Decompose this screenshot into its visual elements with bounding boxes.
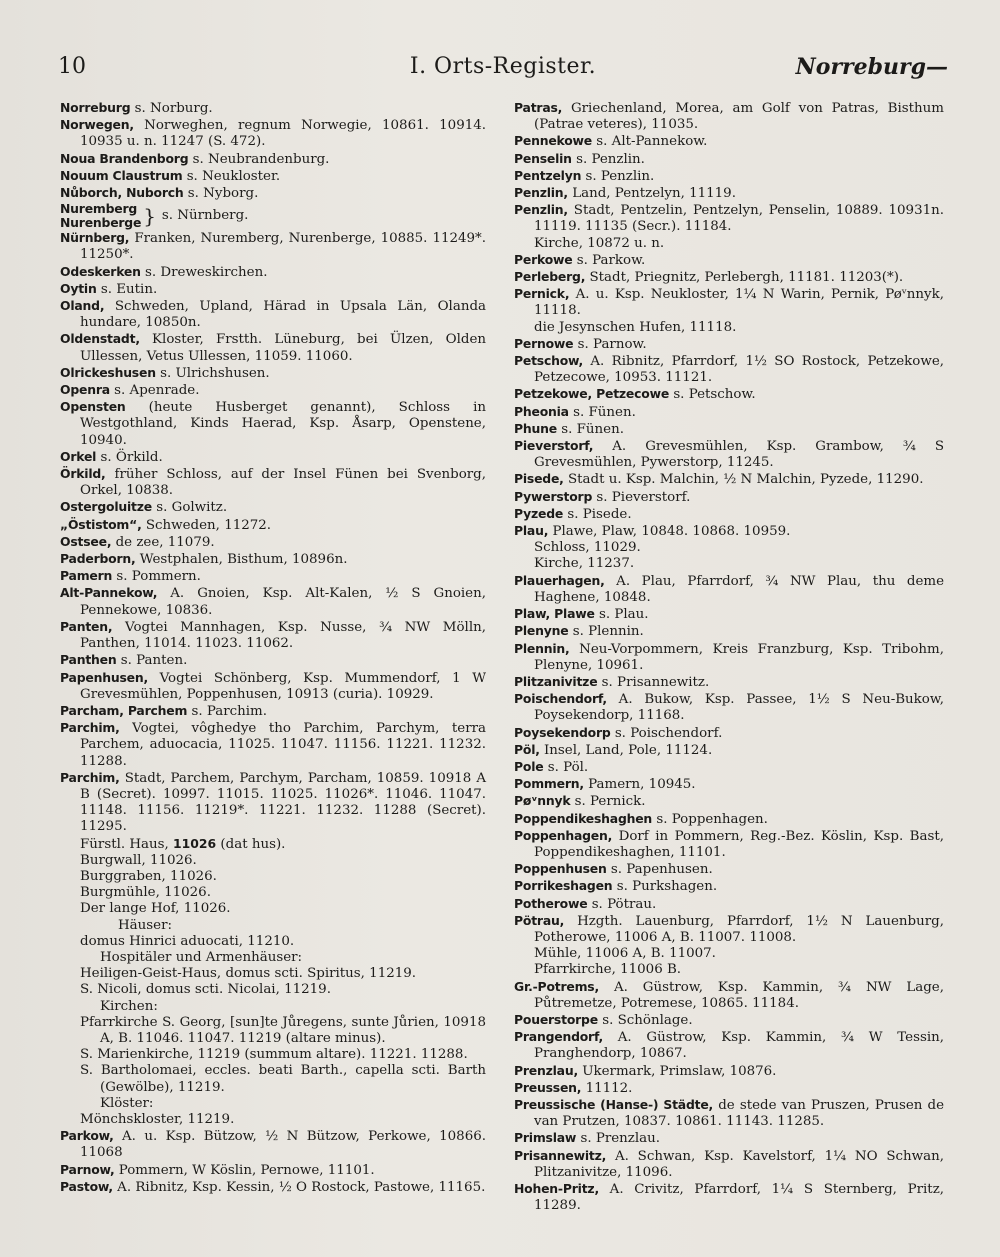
entry-text: A. Güstrow, Ksp. Kammin, ¾ NW Lage, Půtremetze, Potremese, 10865. 11184. — [534, 979, 944, 1011]
entry-text: Stadt, Priegnitz, Perlebergh, 11181. 11203(*). — [589, 270, 904, 286]
entry-headword: Primslaw — [514, 1130, 577, 1146]
entry — [514, 386, 944, 403]
entry — [514, 896, 944, 913]
entry-headword: Pouerstorpe — [514, 1011, 598, 1027]
entry — [514, 1097, 944, 1130]
entry-text: s. Prisannewitz. — [601, 674, 710, 690]
sub-entry: Heiligen-Geist-Haus, domus scti. Spiritus, 11219. — [80, 966, 417, 982]
entry-text: s. Alt-Pannekow. — [596, 134, 708, 150]
entry — [514, 286, 944, 319]
entry-headword: Prangendorf, — [514, 1029, 603, 1045]
entry: Oland, Schweden, Upland, Härad in Upsala Län, Olanda hundare, 10850n. — [60, 298, 486, 331]
entry-text: A. Crivitz, Pfarrdorf, 1¼ S Sternberg, Pritz, 11289. — [534, 1182, 944, 1214]
sub-entry: Kirche, 10872 u. n. — [534, 235, 665, 251]
entry — [514, 1130, 944, 1147]
entry-headword: Poppenhagen, — [514, 827, 613, 843]
entry-text: A. Plau, Pfarrdorf, ¾ NW Plau, thu deme Haghene, 10848. — [534, 573, 944, 605]
entry — [514, 1029, 944, 1062]
entry — [514, 979, 944, 1012]
entry-text: s. Pisede. — [567, 506, 632, 522]
entry — [514, 269, 944, 286]
entry-text: s. Pieverstorf. — [596, 489, 691, 505]
entry-headword: Prisannewitz, — [514, 1147, 607, 1163]
entry — [514, 353, 944, 386]
entry: Paderborn, Westphalen, Bisthum, 10896n. — [60, 551, 348, 568]
entry-text: s. Papenhusen. — [610, 862, 713, 878]
entry: Oldenstadt, Kloster, Frstth. Lüneburg, bei Ülzen, Olden Ullessen, Vetus Ullessen, 11059. 11060. — [60, 331, 487, 364]
entry-headword: Pywerstorp — [514, 488, 593, 504]
entry-headword: Prenzlau, — [514, 1062, 578, 1078]
entry — [514, 1063, 944, 1080]
entry: Norreburg s. Norburg. — [60, 100, 213, 116]
entry-text: Pamern, 10945. — [588, 777, 696, 793]
entry — [514, 202, 944, 235]
entry-headword: Poischendorf, — [514, 691, 607, 707]
entry — [514, 252, 944, 269]
entry — [514, 185, 944, 202]
entry-text: s. Pernick. — [574, 794, 646, 810]
entry: Nouum Claustrum s. Neukloster. — [60, 167, 281, 184]
entry: Pamern s. Pommern. — [60, 568, 201, 585]
sub-entry: Pfarrkirche, 11006 B. — [534, 962, 682, 978]
entry-text: Neu-Vorpommern, Kreis Franzburg, Ksp. Tribohm, Plenyne, 10961. — [534, 641, 944, 673]
entry-text: A. Schwan, Ksp. Kavelstorf, 1¼ NO Schwan, Plitzanivitze, 11096. — [534, 1148, 944, 1180]
entry — [514, 623, 944, 640]
entry-headword: Pötrau, — [514, 912, 565, 928]
entry — [514, 168, 944, 185]
entry-text: Land, Pentzelyn, 11119. — [572, 186, 736, 202]
entry-headword: Plenyne — [514, 623, 569, 639]
entry: Openra s. Apenrade. — [60, 382, 200, 399]
entry — [514, 1080, 944, 1097]
brace-icon: } — [143, 204, 156, 229]
entry-headword: Potherowe — [514, 895, 588, 911]
sub-entry: Kirche, 11237. — [534, 556, 635, 572]
entry: Orkel s. Örkild. — [60, 448, 163, 465]
entry-text: de stede van Pruszen, Prusen de van Prutzen, 10837. 10861. 11143. 11285. — [534, 1097, 945, 1130]
entry-headword: Penzlin, — [514, 202, 568, 218]
entry-text: s. Poppenhagen. — [656, 811, 768, 827]
entry-headword: Perkowe — [514, 251, 573, 267]
entry-headword: Pøᵛnnyk — [514, 793, 571, 809]
sub-entry: Der lange Hof, 11026. — [80, 901, 231, 917]
entry — [514, 438, 944, 471]
sub-entry: Burgmühle, 11026. — [80, 885, 211, 901]
running-head: Norreburg— — [795, 54, 948, 80]
entry-text: s. Fünen. — [561, 421, 624, 437]
sub-entry: Fürstl. Haus, 11026 (dat hus). — [80, 835, 286, 852]
entry-text: s. Schönlage. — [602, 1012, 693, 1028]
entry-headword: Penselin — [514, 150, 572, 166]
entry — [514, 606, 944, 623]
entry — [514, 828, 944, 861]
entry — [514, 506, 944, 523]
entry-text: s. Fünen. — [573, 404, 636, 420]
entry-headword: Penzlin, — [514, 185, 568, 201]
sub-entry: Mönchskloster, 11219. — [80, 1111, 235, 1127]
entry — [514, 489, 944, 506]
entry-text: Griechenland, Morea, am Golf von Patras, Bisthum (Patrae veteres), 11035. — [534, 101, 944, 133]
entry — [514, 523, 944, 540]
entry-headword: Pennekowe — [514, 133, 593, 149]
entry-headword: Plaw, Plawe — [514, 606, 595, 622]
entry-text: s. Purkshagen. — [616, 879, 718, 895]
sub-entry: S. Bartholomaei, eccles. beati Barth., capella scti. Barth (Gewölbe), 11219. — [80, 1063, 486, 1095]
entry-headword: Pentzelyn — [514, 167, 582, 183]
entry — [514, 1148, 944, 1181]
entry: Olrickeshusen s. Ulrichshusen. — [60, 364, 270, 381]
entry-text: s. Petschow. — [673, 387, 756, 403]
right-column — [514, 100, 944, 1214]
entry: Parchim, Stadt, Parchem, Parchym, Parcham, 10859. 10918 A B (Secret). 10997. 11015. 11025. 11026*. 11046. 11047. 11148. 11156. 11219*. 11221. 11232. 11288 (Secret). 11295. — [60, 769, 486, 835]
entry-headword: Pheonia — [514, 403, 569, 419]
entry: Papenhusen, Vogtei Schönberg, Ksp. Mummendorf, 1 W Grevesmühlen, Poppenhusen, 10913 (curia). 10929. — [60, 669, 486, 702]
entry-text: Stadt, Pentzelin, Pentzelyn, Penselin, 10889. 10931n. 11119. 11135 (Secr.). 11184. — [534, 203, 944, 235]
entry-headword: Pommern, — [514, 776, 584, 792]
entry — [514, 404, 944, 421]
entry: Parcham, Parchem s. Parchim. — [60, 702, 267, 719]
entry-headword: Poysekendorp — [514, 724, 611, 740]
entry-text: s. Pötrau. — [591, 896, 657, 912]
sub-entry: Pfarrkirche S. Georg, [sun]te Jůregens, sunte Jůrien, 10918 A, B. 11046. 11047. 11219 (altare minus). — [80, 1014, 486, 1046]
entry-text: A. Ribnitz, Pfarrdorf, 1½ SO Rostock, Petzekowe, Petzecowe, 10953. 11121. — [534, 354, 944, 386]
entry — [514, 811, 944, 828]
entry-text: Dorf in Pommern, Reg.-Bez. Köslin, Ksp. Bast, Poppendikeshaghen, 11101. — [534, 828, 944, 860]
entry: Örkild, früher Schloss, auf der Insel Fünen bei Svenborg, Orkel, 10838. — [60, 466, 487, 499]
sub-entry: Schloss, 11029. — [534, 540, 641, 556]
entry-text: s. Plennin. — [572, 624, 644, 640]
entry-headword: Preussische (Hanse-) Städte, — [514, 1096, 714, 1112]
entry — [514, 878, 944, 895]
entry: Opensten (heute Husberget genannt), Schloss in Westgothland, Kinds Haerad, Ksp. Åsarp, Openstene, 10940. — [60, 399, 486, 448]
sub-entry: domus Hinrici aduocati, 11210. — [80, 933, 295, 949]
entry-text: Ukermark, Primslaw, 10876. — [582, 1063, 777, 1079]
entry-headword: Patras, — [514, 100, 563, 115]
entry-headword: Petschow, — [514, 353, 584, 369]
entry-text: Stadt u. Ksp. Malchin, ½ N Malchin, Pyzede, 11290. — [567, 472, 924, 488]
entry-headword: Plennin, — [514, 640, 570, 656]
entry-text: A. Bukow, Ksp. Passee, 1½ S Neu-Bukow, Poysekendorp, 11168. — [534, 692, 944, 724]
left-column — [60, 100, 486, 1196]
entry-text: s. Penzlin. — [585, 168, 655, 184]
entry-headword: Petzekowe, Petzecowe — [514, 386, 670, 402]
entry — [514, 674, 944, 691]
entry-text: s. Pöl. — [547, 759, 589, 775]
entry-text: 11112. — [585, 1080, 633, 1096]
entry — [514, 861, 944, 878]
entry-headword: Gr.-Potrems, — [514, 978, 599, 994]
entry: Panthen s. Panten. — [60, 652, 188, 669]
entry: Odeskerken s. Dreweskirchen. — [60, 263, 268, 280]
entry-headword: Pyzede — [514, 505, 564, 521]
sub-entry: S. Nicoli, domus scti. Nicolai, 11219. — [80, 982, 331, 998]
entry — [514, 573, 944, 606]
entry — [514, 133, 944, 150]
entry-headword: Pernick, — [514, 286, 570, 302]
entry-headword: Phune — [514, 420, 557, 436]
entry: Ostsee, de zee, 11079. — [60, 533, 215, 550]
entry-text: A. Grevesmühlen, Ksp. Grambow, ¾ S Grevesmühlen, Pywerstorp, 11245. — [534, 439, 944, 471]
entry-headword: Poppendikeshaghen — [514, 810, 653, 826]
entry — [514, 336, 944, 353]
entry — [514, 100, 944, 133]
entry-headword: Plitzanivitze — [514, 673, 598, 689]
entry — [514, 471, 944, 488]
entry: Oytin s. Eutin. — [60, 280, 158, 297]
entry: Panten, Vogtei Mannhagen, Ksp. Nusse, ¾ NW Mölln, Panthen, 11014. 11023. 11062. — [60, 618, 486, 652]
sub-entry: S. Marienkirche, 11219 (summum altare). 11221. 11288. — [80, 1047, 468, 1063]
entry-text: A. u. Ksp. Neukloster, 1¼ N Warin, Pernik, Pøᵛnnyk, 11118. — [534, 287, 944, 319]
entry-headword: Pernowe — [514, 335, 574, 351]
entry-text: Insel, Land, Pole, 11124. — [544, 742, 713, 758]
entry: Alt-Pannekow, A. Gnoien, Ksp. Alt-Kalen, ½ S Gnoien, Pennekowe, 10836. — [60, 585, 486, 618]
entry — [514, 641, 944, 674]
entry — [514, 913, 944, 946]
entry-headword: Pisede, — [514, 471, 564, 487]
entry: Norwegen, Norweghen, regnum Norwegie, 10861. 10914. 10935 u. n. 11247 (S. 472). — [60, 117, 487, 150]
entry-headword: Pieverstorf, — [514, 438, 594, 454]
entry — [514, 691, 944, 724]
entry — [514, 1012, 944, 1029]
entry — [514, 759, 944, 776]
entry-text: s. Plau. — [598, 607, 649, 623]
sub-heading: Kirchen: — [100, 998, 158, 1014]
entry: Pastow, A. Ribnitz, Ksp. Kessin, ½ O Rostock, Pastowe, 11165. — [60, 1178, 486, 1195]
page-number: 10 — [58, 54, 86, 79]
entry: Parnow, Pommern, W Köslin, Pernowe, 11101. — [60, 1161, 375, 1178]
entry-headword: Pole — [514, 758, 544, 774]
entry-text: A. Güstrow, Ksp. Kammin, ¾ W Tessin, Pranghendorp, 10867. — [534, 1030, 944, 1062]
entry: Noua Brandenborg s. Neubrandenburg. — [60, 150, 330, 167]
entry: „Östistom“, Schweden, 11272. — [60, 516, 272, 533]
entry: Nůborch, Nuborch s. Nyborg. — [60, 185, 259, 202]
entry-headword: Perleberg, — [514, 269, 586, 285]
sub-entry: die Jesynschen Hufen, 11118. — [534, 319, 737, 335]
entry — [514, 151, 944, 168]
sub-heading: Klöster: — [100, 1095, 154, 1111]
entry-headword: Porrikeshagen — [514, 878, 613, 894]
entry-text: Hzgth. Lauenburg, Pfarrdorf, 1½ N Lauenburg, Potherowe, 11006 A, B. 11007. 11008. — [534, 913, 944, 945]
entry-headword: Plauerhagen, — [514, 572, 605, 588]
entry — [514, 793, 944, 810]
sub-entry: Mühle, 11006 A, B. 11007. — [534, 946, 716, 962]
entry — [514, 421, 944, 438]
entry: Ostergoluitze s. Golwitz. — [60, 499, 228, 516]
entry-headword: Poppenhusen — [514, 861, 607, 877]
entry — [514, 742, 944, 759]
entry-text: Plawe, Plaw, 10848. 10868. 10959. — [552, 524, 791, 540]
entry-text: s. Penzlin. — [576, 151, 645, 167]
page-header — [58, 54, 948, 90]
page-title: I. Orts-Register. — [409, 54, 597, 79]
sub-heading: Hospitäler und Armenhäuser: — [100, 949, 303, 965]
entry-headword: Hohen-Pritz, — [514, 1181, 599, 1196]
entry — [514, 725, 944, 742]
entry: Parchim, Vogtei, vôghedye tho Parchim, Parchym, terra Parchem, aduocacia, 11025. 11047. 11156. 11221. 11232. 11288. — [60, 720, 486, 769]
entry-headword: Plau, — [514, 523, 549, 539]
entry: Nuremberg Nurenberge } s. Nürnberg. — [60, 201, 249, 231]
sub-entry: Burggraben, 11026. — [80, 868, 217, 884]
entry-headword: Pöl, — [514, 741, 540, 757]
entry-headword: Preussen, — [514, 1079, 582, 1095]
sub-heading: Häuser: — [118, 917, 172, 933]
entry-text: s. Poischendorf. — [614, 725, 723, 741]
sub-entry: Burgwall, 11026. — [80, 852, 197, 868]
entry — [514, 1181, 944, 1214]
entry-text: s. Parkow. — [576, 252, 646, 268]
entry-text: s. Parnow. — [577, 336, 647, 352]
entry: Parkow, A. u. Ksp. Bützow, ½ N Bützow, Perkowe, 10866. 11068 — [60, 1128, 486, 1161]
entry-text: s. Prenzlau. — [580, 1131, 660, 1147]
entry: Nürnberg, Franken, Nuremberg, Nurenberge, 10885. 11249*. 11250*. — [60, 230, 486, 263]
entry — [514, 776, 944, 793]
